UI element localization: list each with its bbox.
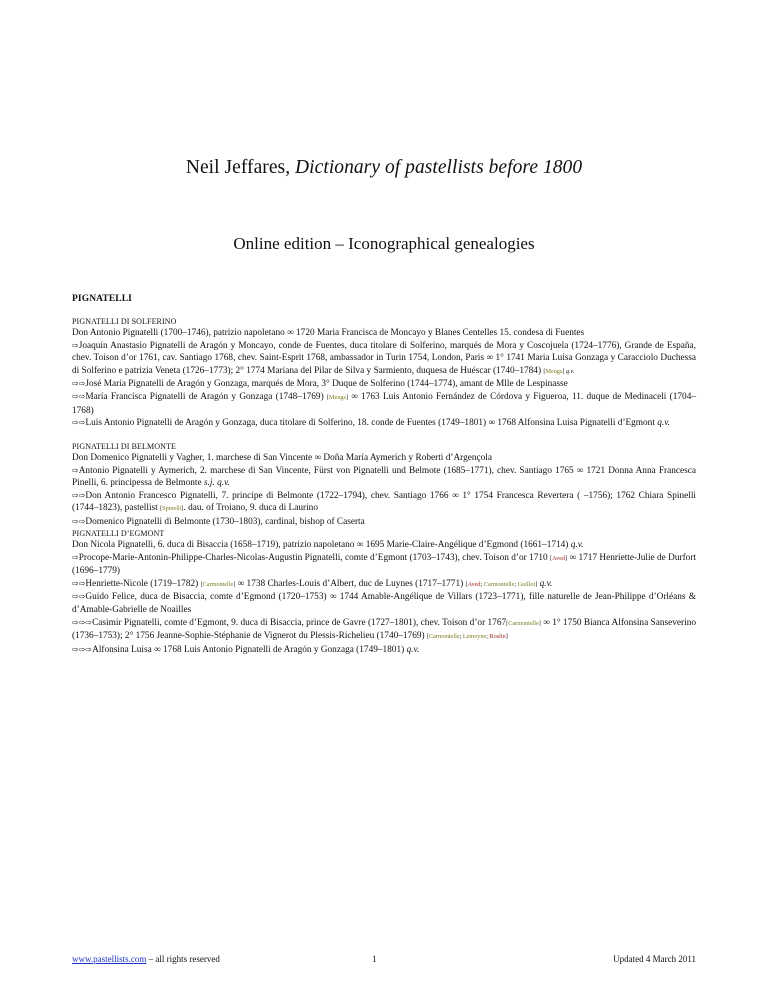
reference-link[interactable]: [Carmontelle; Lemoyne; Roslin] bbox=[426, 633, 508, 641]
arrow-icon: ⇨⇨ bbox=[72, 391, 86, 401]
arrow-icon: ⇨⇨ bbox=[72, 592, 86, 602]
genealogy-entry: Don Domenico Pignatelli y Vagher, 1. marchese di San Vincente ∞ Doña María Aymerich y Roberti d’Argençola bbox=[72, 453, 492, 463]
reference-link[interactable]: [Aved; Carmontelle; Guillot] bbox=[465, 580, 538, 588]
reference-link[interactable]: [Carmontelle] bbox=[200, 580, 236, 588]
arrow-icon: ⇨⇨⇨ bbox=[72, 617, 93, 627]
footer-copyright: www.pastellists.com – all rights reserved bbox=[72, 954, 220, 964]
arrow-icon: ⇨ bbox=[72, 340, 79, 350]
genealogy-entry: Don Antonio Pignatelli (1700–1746), patrizio napoletano ∞ 1720 Maria Francisca de Moncayo y Blanes Centelles 15. condesa di Fuentes bbox=[72, 328, 585, 338]
genealogy-entry: ⇨⇨María Francisca Pignatelli de Aragón y Gonzaga (1748–1769) [Mengs] ∞ 1763 Luis Antonio Fernández de Córdova y Figueroa, 11. duque de Medinaceli (1704–1768) bbox=[72, 391, 696, 416]
genealogy-entry: ⇨⇨Guido Felice, duca de Bisaccia, comte d’Egmond (1720–1753) ∞ 1744 Amable-Angélique de Villars (1723–1771), fille naturelle de Jean-Philippe d’Orléans & d’Amable-Gabrielle de Noailles bbox=[72, 592, 696, 615]
genealogy-entry: ⇨Procope-Marie-Antonin-Philippe-Charles-Nicolas-Augustin Pignatelli, comte d’Egmont (1703–1743), chev. Toison d’or 1710 [Aved] ∞ 1717 Henriette-Julie de Durfort (1696–1779) bbox=[72, 552, 697, 577]
genealogy-entry: ⇨⇨⇨Alfonsina Luisa ∞ 1768 Luis Antonio Pignatelli de Aragón y Gonzaga (1749–1801) q.v. bbox=[72, 644, 420, 655]
genealogy-entry: ⇨⇨Luis Antonio Pignatelli de Aragón y Gonzaga, duca titolare di Solferino, 18. conde de Fuentes (1749–1801) ∞ 1768 Alfonsina Luisa Pignatelli d’Egmont q.v. bbox=[72, 418, 670, 429]
section-belmonte bbox=[72, 442, 696, 529]
arrow-icon: ⇨⇨ bbox=[72, 490, 86, 500]
genealogy-entry: ⇨⇨José María Pignatelli de Aragón y Gonzaga, marqués de Mora, 3° Duque de Solferino (1744–1774), amant de Mlle de Lespinasse bbox=[72, 379, 568, 390]
reference-link[interactable]: [Carmontelle] bbox=[506, 619, 541, 627]
section-egmont bbox=[72, 529, 696, 656]
genealogy-entry: Don Nicola Pignatelli, 6. duca di Bisaccia (1658–1719), patrizio napoletano ∞ 1695 Marie-Claire-Angélique d’Egmond (1661–1714) q.v. bbox=[72, 540, 584, 550]
arrow-icon: ⇨ bbox=[72, 552, 79, 562]
reference-link[interactable]: [Mengs] q.v. bbox=[543, 367, 575, 375]
genealogy-entry: ⇨⇨Henriette-Nicole (1719–1782) [Carmontelle] ∞ 1738 Charles-Louis d’Albert, duc de Luynes (1717–1771) [Aved; Carmontelle; Guillot] q.v. bbox=[72, 578, 553, 589]
page-subtitle: Online edition – Iconographical genealogies bbox=[233, 234, 535, 253]
updated-date: Updated 4 March 2011 bbox=[613, 954, 696, 964]
family-heading: PIGNATELLI bbox=[72, 294, 132, 304]
genealogy-entry: ⇨Antonio Pignatelli y Aymerich, 2. marchese di San Vincente, Fürst von Pignatelli und Belmote (1685–1771), chev. Santiago 1765 ∞ 1721 Donna Anna Francesca Pinelli, 6. principessa de Belmonte s.j. q.v. bbox=[72, 465, 696, 489]
page-title bbox=[72, 157, 696, 179]
arrow-icon: ⇨⇨ bbox=[72, 516, 86, 526]
section-heading: PIGNATELLI DI BELMONTE bbox=[72, 442, 176, 451]
genealogy-entry: ⇨Joaquín Anastasio Pignatelli de Aragón y Moncayo, conde de Fuentes, duca titolare di Solferino, marqués de Mora y Coscojuela (1724–1776), Grande de España, chev. Toison d’or 1761, cav. Santiago 1768, chev. Saint-Esprit 1768, ambassador in Turin 1754, London, Paris ∞ 1° 1741 Maria Luisa Gonzaga y Caracciolo Duchessa di Solferino e patrizia Veneta (1726–1773); 2° 1774 Mariana del Pilar de Silva y Sarmiento, duquesa de Huéscar (1740–1784) [Mengs] q.v. bbox=[72, 340, 696, 376]
section-heading: PIGNATELLI DI SOLFERINO bbox=[72, 317, 177, 326]
arrow-icon: ⇨ bbox=[72, 465, 79, 475]
author-name: Neil Jeffares, bbox=[185, 157, 296, 178]
reference-link[interactable]: [Aved] bbox=[550, 554, 568, 562]
arrow-icon: ⇨⇨ bbox=[72, 379, 86, 389]
page-number: 1 bbox=[372, 954, 377, 964]
section-solferino bbox=[72, 317, 696, 430]
website-link[interactable]: www.pastellists.com bbox=[72, 954, 147, 964]
arrow-icon: ⇨⇨ bbox=[72, 578, 86, 588]
arrow-icon: ⇨⇨⇨ bbox=[72, 644, 93, 654]
book-title: Dictionary of pastellists before 1800 bbox=[295, 157, 583, 178]
section-heading: PIGNATELLI D’EGMONT bbox=[72, 529, 165, 538]
genealogy-entry: ⇨⇨⇨Casimir Pignatelli, comte d’Egmont, 9. duca di Bisaccia, prince de Gavre (1727–1801), chev. Toison d’or 1767[Carmontelle] ∞ 1° 1750 Bianca Alfonsina Sanseverino (1736–1753); 2° 1756 Jeanne-Sophie-Stéphanie de Vignerot du Plessis-Richelieu (1740–1769) [Carmontelle; Lemoyne; Roslin] bbox=[72, 617, 696, 642]
genealogy-entry: ⇨⇨Domenico Pignatelli di Belmonte (1730–1803), cardinal, bishop of Caserta bbox=[72, 516, 365, 527]
arrow-icon: ⇨⇨ bbox=[72, 418, 86, 428]
reference-link[interactable]: [Spinelli] bbox=[160, 505, 184, 513]
genealogy-entry: ⇨⇨Don Antonio Francesco Pignatelli, 7. principe di Belmonte (1722–1794), chev. Santiago 1766 ∞ 1° 1754 Francesca Revertera ( –1756); 1762 Chiara Spinelli (1744–1823), pastellist [Spinelli]. dau. of Troiano, 9. duca di Laurino bbox=[72, 490, 696, 514]
page-footer bbox=[72, 954, 696, 968]
reference-link[interactable]: [Mengs] bbox=[326, 393, 348, 401]
document-page bbox=[72, 0, 696, 994]
